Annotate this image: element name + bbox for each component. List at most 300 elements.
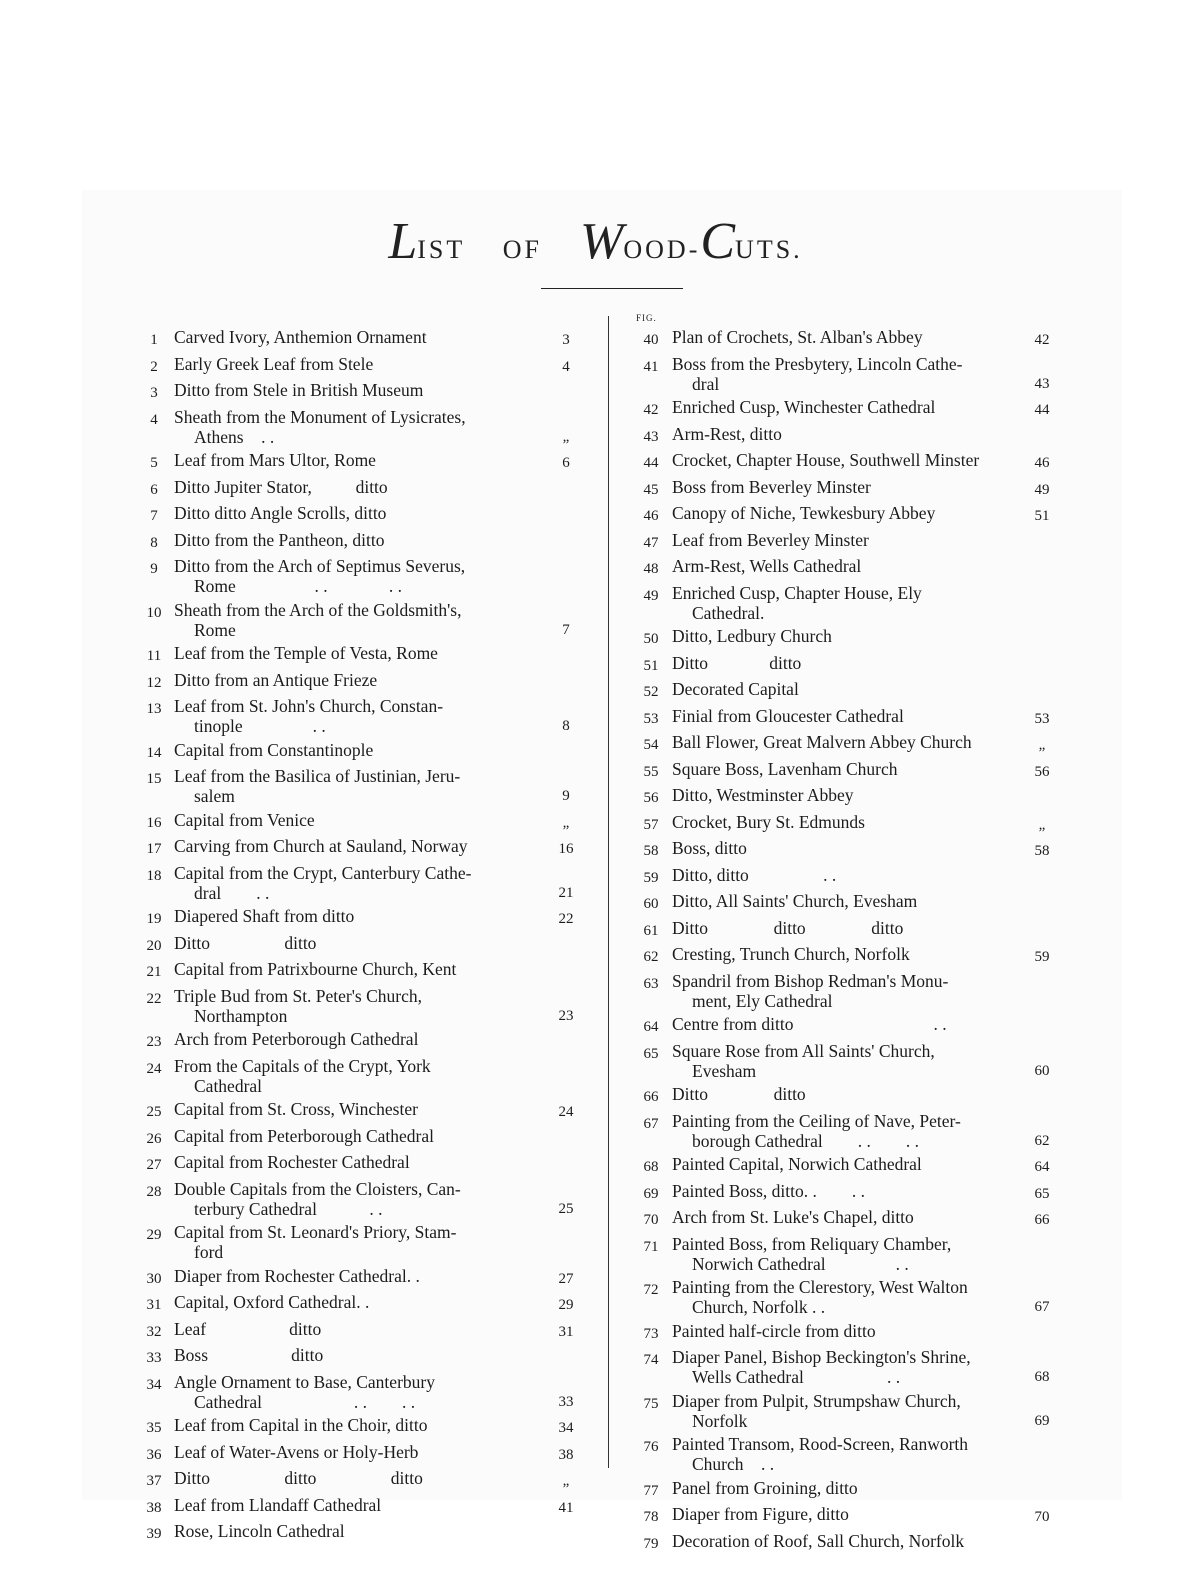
figure-caption (174, 1152, 542, 1172)
list-item (134, 863, 590, 903)
caption-line: Painted half-circle from ditto (672, 1320, 876, 1341)
caption-line: Diaper from Figure, ditto (672, 1504, 849, 1524)
figure-caption (672, 503, 1018, 523)
figure-caption (174, 1319, 542, 1339)
list-item (134, 1319, 590, 1342)
page-number: 22 (558, 911, 574, 927)
figure-number: 76 (643, 1439, 659, 1455)
list-item (134, 1345, 590, 1368)
title-initial-c: C (700, 213, 736, 270)
figure-number: 53 (643, 710, 659, 727)
title-rule (541, 288, 683, 289)
list-item (134, 986, 590, 1026)
figure-caption (672, 530, 1018, 550)
list-item (630, 1207, 1066, 1230)
caption-line: Capital from Rochester Cathedral (174, 1152, 410, 1172)
caption-line: Boss from the Presbytery, Lincoln Cathe- (672, 353, 963, 374)
caption-line: Decoration of Roof, Sall Church, Norfolk (672, 1530, 965, 1551)
figure-number: 73 (643, 1325, 659, 1342)
figure-number: 65 (643, 1045, 659, 1062)
page-number: 21 (558, 884, 574, 901)
figure-number: 72 (643, 1282, 659, 1298)
page-number: 44 (1034, 402, 1050, 418)
figure-number: 57 (643, 816, 659, 833)
figure-caption (174, 696, 542, 736)
figure-number: 42 (643, 402, 659, 418)
figure-number: 38 (146, 1499, 162, 1516)
figure-caption (174, 354, 542, 374)
caption-line: Ditto, ditto . . (672, 864, 837, 885)
caption-line: Diaper from Rochester Cathedral. . (174, 1265, 420, 1286)
figure-caption (174, 959, 542, 979)
figure-caption (672, 424, 1018, 444)
caption-line: Ditto ditto (672, 1084, 806, 1104)
figure-caption (174, 906, 542, 926)
list-item (630, 1014, 1066, 1037)
figure-caption (672, 1041, 1018, 1081)
list-item (630, 556, 1066, 579)
page-number: „ (1038, 737, 1046, 753)
list-item (630, 1504, 1066, 1527)
figure-caption (672, 918, 1018, 938)
figure-caption (672, 477, 1018, 497)
page-number: 46 (1034, 455, 1050, 471)
figure-number: 41 (643, 358, 659, 375)
figure-caption (672, 1478, 1018, 1498)
caption-line: ford (194, 1242, 224, 1262)
figure-number: 51 (643, 657, 659, 674)
figure-number: 70 (643, 1212, 659, 1228)
caption-line: Square Boss, Lavenham Church (672, 758, 898, 779)
title-word-list: IST (417, 235, 465, 264)
caption-line: Painting from the Clerestory, West Walton (672, 1277, 968, 1297)
page-number: 3 (562, 332, 570, 348)
list-item (630, 450, 1066, 473)
page-number: 64 (1034, 1159, 1050, 1175)
caption-line: Capital, Oxford Cathedral. . (174, 1292, 370, 1312)
figure-number: 60 (643, 896, 659, 912)
list-item (630, 1181, 1066, 1204)
figure-caption (174, 1029, 542, 1049)
list-item (134, 959, 590, 982)
figure-number: 52 (643, 684, 659, 700)
figure-caption (174, 810, 542, 830)
figure-caption (672, 354, 1018, 394)
page-number: „ (562, 814, 570, 831)
column-divider (608, 316, 609, 1468)
list-item (134, 380, 590, 403)
caption-line: Ditto from the Pantheon, ditto (174, 529, 385, 550)
page-number: 6 (562, 455, 570, 471)
caption-line: Norfolk (692, 1410, 748, 1431)
list-item (630, 1321, 1066, 1344)
list-item (630, 1084, 1066, 1107)
list-item (134, 766, 590, 806)
caption-line: Ditto, Westminster Abbey (672, 785, 854, 805)
list-item (630, 354, 1066, 394)
list-item (134, 503, 590, 526)
caption-line: Church, Norfolk . . (692, 1297, 826, 1317)
page-number: „ (562, 1473, 570, 1489)
list-item (630, 971, 1066, 1011)
caption-line: Ditto, Ledbury Church (672, 626, 832, 646)
figure-number: 9 (150, 561, 158, 577)
page-number: 53 (1034, 710, 1050, 727)
caption-line: salem (194, 786, 235, 806)
list-item (134, 477, 590, 500)
caption-line: Ditto ditto ditto (672, 917, 904, 938)
title-word-cuts: UTS. (735, 235, 803, 264)
list-item (630, 424, 1066, 447)
list-item (630, 626, 1066, 649)
figure-number: 3 (150, 385, 158, 401)
list-item (134, 740, 590, 763)
page-number: 43 (1034, 375, 1050, 392)
list-item (134, 1292, 590, 1315)
list-item (630, 865, 1066, 888)
list-item (134, 1222, 590, 1262)
caption-line: Ditto from an Antique Frieze (174, 669, 378, 690)
figure-number: 77 (643, 1482, 659, 1499)
figure-number: 27 (146, 1157, 162, 1173)
figure-caption (174, 933, 542, 953)
right-column (630, 327, 1066, 1557)
figure-caption (174, 530, 542, 550)
figure-number: 15 (146, 771, 162, 787)
caption-line: Ditto Jupiter Stator, ditto (174, 476, 388, 497)
caption-line: Boss, ditto (672, 838, 747, 858)
caption-line: Painted Capital, Norwich Cathedral (672, 1154, 922, 1174)
figure-caption (672, 971, 1018, 1011)
page-number: 42 (1034, 332, 1050, 348)
figure-number: 20 (146, 937, 162, 954)
caption-line: Diapered Shaft from ditto (174, 906, 355, 926)
caption-line: dral . . (194, 882, 270, 903)
caption-line: Arch from Peterborough Cathedral (174, 1029, 419, 1049)
figure-number: 8 (150, 534, 158, 551)
title-initial-l: L (388, 213, 418, 270)
caption-line: Spandril from Bishop Redman's Monu- (672, 970, 949, 991)
list-item (134, 556, 590, 596)
list-item (134, 1266, 590, 1289)
figure-number: 48 (643, 561, 659, 577)
list-item (134, 1029, 590, 1052)
page-number: „ (1038, 816, 1046, 833)
list-item (134, 1495, 590, 1518)
page-number: 66 (1034, 1212, 1050, 1228)
list-item (630, 838, 1066, 861)
caption-line: Diaper Panel, Bishop Beckington's Shrine, (672, 1347, 971, 1367)
figure-number: 28 (146, 1183, 162, 1200)
figure-caption (174, 643, 542, 663)
figure-number: 63 (643, 975, 659, 992)
figure-number: 35 (146, 1420, 162, 1436)
caption-line: Sheath from the Monument of Lysicrates, (174, 406, 466, 427)
figure-number: 66 (643, 1089, 659, 1105)
caption-line: dral (692, 373, 720, 394)
caption-line: Capital from St. Leonard's Priory, Stam- (174, 1222, 457, 1242)
figure-number: 79 (643, 1535, 659, 1552)
figure-number: 7 (150, 508, 158, 524)
title-word-wood: OOD- (623, 235, 701, 264)
figure-number: 14 (146, 744, 162, 761)
caption-line: Capital from Constantinople (174, 739, 374, 760)
list-item (134, 1126, 590, 1149)
caption-line: Cathedral (194, 1075, 263, 1096)
figure-caption (672, 1321, 1018, 1341)
caption-line: Cathedral. (692, 602, 765, 623)
page-number: 56 (1034, 763, 1050, 780)
figure-number: 50 (643, 631, 659, 647)
figure-number: 19 (146, 911, 162, 927)
figure-number: 45 (643, 481, 659, 498)
list-item (630, 503, 1066, 526)
caption-line: Church . . (692, 1454, 775, 1474)
figure-caption (672, 1111, 1018, 1151)
figure-caption (174, 1222, 542, 1262)
figure-number: 56 (643, 790, 659, 806)
caption-line: Double Capitals from the Cloisters, Can- (174, 1178, 461, 1199)
figure-caption (672, 706, 1018, 726)
figure-caption (672, 653, 1018, 673)
figure-caption (174, 1179, 542, 1219)
caption-line: Evesham (692, 1060, 757, 1081)
figure-caption (672, 838, 1018, 858)
figure-caption (672, 626, 1018, 646)
figure-caption (174, 1442, 542, 1462)
list-item (630, 812, 1066, 835)
caption-line: Sheath from the Arch of the Goldsmith's, (174, 599, 462, 620)
caption-line: Ditto ditto (174, 932, 317, 953)
caption-line: Enriched Cusp, Winchester Cathedral (672, 397, 936, 417)
caption-line: Painted Boss, from Reliquary Chamber, (672, 1233, 952, 1254)
caption-line: Crocket, Chapter House, Southwell Minster (672, 450, 980, 470)
figure-caption (672, 556, 1018, 576)
figure-number: 55 (643, 763, 659, 780)
caption-line: Boss ditto (174, 1345, 324, 1365)
caption-line: tinople . . (194, 716, 326, 736)
figure-caption (672, 583, 1018, 623)
caption-line: Ditto ditto (672, 652, 802, 673)
list-item (134, 1521, 590, 1544)
figure-caption (672, 732, 1018, 752)
caption-line: From the Capitals of the Crypt, York (174, 1055, 431, 1076)
figure-caption (174, 766, 542, 806)
list-item (134, 933, 590, 956)
page-number: 41 (558, 1499, 574, 1516)
figure-number: 1 (150, 332, 158, 348)
caption-line: Canopy of Niche, Tewkesbury Abbey (672, 503, 936, 523)
caption-line: Ditto from Stele in British Museum (174, 380, 424, 400)
figure-caption (174, 1415, 542, 1435)
figure-caption (672, 1347, 1018, 1387)
figure-number: 64 (643, 1019, 659, 1035)
figure-caption (672, 1234, 1018, 1274)
figure-number: 33 (146, 1350, 162, 1366)
list-item (134, 450, 590, 473)
figure-caption (174, 450, 542, 470)
list-item (134, 1099, 590, 1122)
page-number: 68 (1034, 1369, 1050, 1385)
caption-line: Boss from Beverley Minster (672, 476, 871, 497)
page-number: 65 (1034, 1185, 1050, 1202)
figure-caption (174, 1099, 542, 1119)
figure-number: 40 (643, 332, 659, 348)
figure-caption (174, 986, 542, 1026)
caption-line: Leaf from St. John's Church, Constan- (174, 696, 444, 716)
figure-number: 11 (146, 648, 162, 664)
figure-caption (672, 1084, 1018, 1104)
figure-caption (672, 891, 1018, 911)
list-item (630, 732, 1066, 755)
figure-number: 18 (146, 867, 162, 884)
page-number: 29 (558, 1297, 574, 1313)
caption-line: Ditto ditto Angle Scrolls, ditto (174, 503, 387, 523)
figure-number: 6 (150, 481, 158, 498)
caption-line: Angle Ornament to Base, Canterbury (174, 1371, 435, 1392)
figure-number: 23 (146, 1034, 162, 1050)
list-item (134, 1152, 590, 1175)
figure-number: 17 (146, 841, 162, 857)
figure-number: 44 (643, 455, 659, 471)
title-word-of: OF (502, 235, 543, 264)
figure-caption (672, 1154, 1018, 1174)
figure-number: 5 (150, 455, 158, 471)
list-item (630, 785, 1066, 808)
list-item (134, 327, 590, 350)
list-item (134, 836, 590, 859)
figure-caption (672, 1434, 1018, 1474)
page-number: 59 (1034, 949, 1050, 965)
page-number: 34 (558, 1420, 574, 1436)
figure-number: 74 (643, 1352, 659, 1368)
caption-line: Ball Flower, Great Malvern Abbey Church (672, 732, 972, 752)
figure-caption (174, 1495, 542, 1515)
figure-caption (174, 1292, 542, 1312)
figure-number: 31 (146, 1297, 162, 1313)
list-item (134, 1415, 590, 1438)
figure-number: 34 (146, 1376, 162, 1393)
list-item (630, 1478, 1066, 1501)
page-number: 62 (1034, 1132, 1050, 1149)
figure-caption (672, 1181, 1018, 1201)
figure-number: 2 (150, 358, 158, 375)
caption-line: Wells Cathedral . . (692, 1367, 901, 1387)
caption-line: Ditto ditto ditto (174, 1468, 423, 1488)
figure-caption (672, 679, 1018, 699)
caption-line: Enriched Cusp, Chapter House, Ely (672, 582, 922, 603)
page-number: 9 (562, 788, 570, 804)
figure-number: 26 (146, 1130, 162, 1147)
caption-line: Rose, Lincoln Cathedral (174, 1521, 345, 1541)
list-item (134, 1372, 590, 1412)
figure-caption (174, 1056, 542, 1096)
figure-caption (672, 397, 1018, 417)
list-item (134, 670, 590, 693)
list-item (630, 1347, 1066, 1387)
figure-number: 75 (643, 1395, 659, 1412)
caption-line: Capital from Peterborough Cathedral (174, 1125, 434, 1146)
list-item (630, 891, 1066, 914)
page-number: 27 (558, 1270, 574, 1287)
figure-caption (672, 1014, 1018, 1034)
figure-number: 47 (643, 534, 659, 551)
figure-caption (672, 785, 1018, 805)
figure-caption (174, 1468, 542, 1488)
caption-line: Leaf from the Temple of Vesta, Rome (174, 643, 438, 663)
caption-line: Cathedral . . . . (194, 1391, 416, 1412)
figure-caption (672, 1391, 1018, 1431)
figure-caption (672, 1207, 1018, 1227)
caption-line: Leaf from Capital in the Choir, ditto (174, 1415, 428, 1435)
figure-number: 13 (146, 701, 162, 717)
page-number: 38 (558, 1446, 574, 1463)
list-item (630, 477, 1066, 500)
list-item (630, 1111, 1066, 1151)
caption-line: Triple Bud from St. Peter's Church, (174, 985, 422, 1006)
figure-caption (672, 812, 1018, 832)
caption-line: Rome (194, 619, 236, 640)
list-item (134, 906, 590, 929)
figure-caption (672, 1277, 1018, 1317)
caption-line: terbury Cathedral . . (194, 1198, 383, 1219)
list-item (630, 583, 1066, 623)
figure-caption (174, 863, 542, 903)
list-item (134, 1468, 590, 1491)
caption-line: Finial from Gloucester Cathedral (672, 705, 904, 726)
figure-number: 12 (146, 674, 162, 691)
list-item (134, 1179, 590, 1219)
figure-number: 54 (643, 737, 659, 753)
figure-number: 30 (146, 1270, 162, 1287)
caption-line: Painting from the Ceiling of Nave, Peter- (672, 1110, 961, 1131)
caption-line: Carving from Church at Sauland, Norway (174, 836, 468, 856)
figure-number: 39 (146, 1526, 162, 1542)
figure-caption (672, 450, 1018, 470)
page-number: 8 (562, 718, 570, 734)
list-item (630, 679, 1066, 702)
figure-number: 71 (643, 1238, 659, 1255)
page-number: 4 (562, 358, 570, 375)
list-item (134, 600, 590, 640)
figure-number: 16 (146, 814, 162, 831)
list-item (630, 759, 1066, 782)
caption-line: Panel from Groining, ditto (672, 1477, 858, 1498)
figure-number: 37 (146, 1473, 162, 1489)
caption-line: Centre from ditto . . (672, 1014, 947, 1034)
figure-number: 69 (643, 1185, 659, 1202)
caption-line: Painted Boss, ditto. . . . (672, 1180, 865, 1201)
list-item (630, 1041, 1066, 1081)
caption-line: Early Greek Leaf from Stele (174, 353, 374, 374)
caption-line: Athens . . (194, 426, 275, 447)
page-number: 7 (562, 621, 570, 638)
figure-caption (174, 407, 542, 447)
caption-line: Ditto, All Saints' Church, Evesham (672, 891, 918, 911)
caption-line: Capital from Venice (174, 809, 315, 830)
page-number: 33 (558, 1393, 574, 1410)
figure-number: 22 (146, 990, 162, 1007)
figure-caption (672, 1531, 1018, 1551)
list-item (134, 530, 590, 553)
page-title (0, 212, 1191, 271)
figure-number: 62 (643, 949, 659, 965)
figure-caption (174, 380, 542, 400)
list-item (630, 1234, 1066, 1274)
page-number: 67 (1034, 1299, 1050, 1315)
figure-number: 46 (643, 508, 659, 524)
page-number: 51 (1034, 508, 1050, 524)
